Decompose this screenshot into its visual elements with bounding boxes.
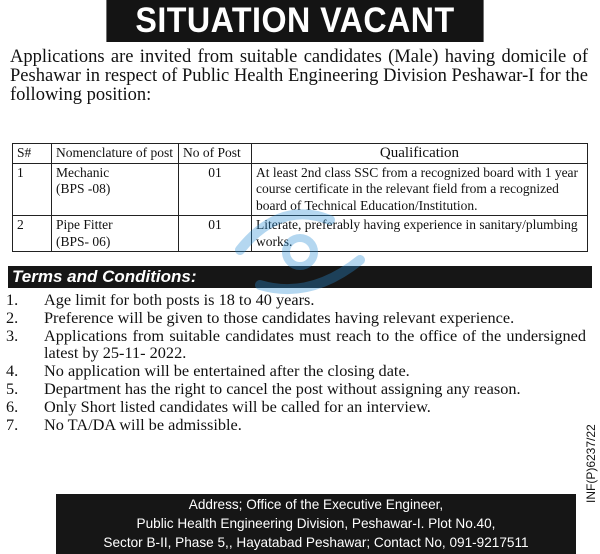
cell-post bbox=[52, 163, 179, 216]
post-bps: (BPS -08) bbox=[56, 181, 111, 196]
post-title: Pipe Fitter bbox=[56, 217, 113, 232]
page-title: SITUATION VACANT bbox=[106, 0, 483, 42]
address-line-1: Address; Office of the Executive Engineer, bbox=[188, 497, 444, 512]
term-text: Age limit for both posts is 18 to 40 years. bbox=[44, 290, 315, 309]
term-number: 6. bbox=[6, 396, 19, 416]
list-item bbox=[6, 396, 586, 416]
term-text: Only Short listed candidates will be called for an interview. bbox=[44, 396, 431, 416]
post-title: Mechanic bbox=[56, 164, 110, 180]
cell-no-of-post: 01 bbox=[179, 216, 252, 252]
term-text: No TA/DA will be admissible. bbox=[44, 414, 242, 434]
watermark-logo-icon bbox=[220, 190, 380, 310]
cell-sn: 2 bbox=[13, 216, 52, 252]
cell-no-of-post: 01 bbox=[179, 163, 252, 216]
address-footer bbox=[56, 494, 576, 554]
term-number: 2. bbox=[6, 308, 19, 327]
list-item bbox=[6, 414, 586, 434]
list-item bbox=[6, 328, 586, 361]
term-number: 5. bbox=[6, 378, 19, 398]
list-item bbox=[6, 360, 586, 380]
header-post: Nomenclature of post bbox=[52, 144, 179, 164]
term-number: 3. bbox=[6, 326, 19, 345]
term-number: 1. bbox=[6, 290, 19, 309]
header-sn: S# bbox=[13, 144, 52, 164]
cell-qualification: At least 2nd class SSC from a recognized board with 1 year course certificate in the relevant field from a recognized board of Technical Education/Institution. bbox=[252, 163, 588, 216]
cell-post bbox=[52, 216, 179, 252]
address-line-2: Public Health Engineering Division, Peshawar-I. Plot No.40, bbox=[136, 516, 496, 531]
table-header-row bbox=[13, 144, 588, 164]
cell-qualification: Literate, preferably having experience in sanitary/plumbing works. bbox=[252, 216, 588, 252]
cell-sn: 1 bbox=[13, 163, 52, 216]
header-no-of-post: No of Post bbox=[179, 144, 252, 164]
list-item bbox=[6, 310, 586, 327]
header-qualification: Qualification bbox=[252, 144, 588, 164]
reference-code: INF(P)6237/22 bbox=[584, 424, 598, 504]
term-text: No application will be entertained after the closing date. bbox=[44, 360, 410, 380]
post-bps: (BPS- 06) bbox=[56, 233, 111, 249]
term-number: 4. bbox=[6, 360, 19, 380]
term-text: Preference will be given to those candidates having relevant experience. bbox=[44, 308, 515, 327]
term-text: Applications from suitable candidates must reach to the office of the undersigned latest by 25-11- 2022. bbox=[44, 326, 586, 362]
list-item bbox=[6, 378, 586, 398]
address-line-3: Sector B-II, Phase 5,, Hayatabad Peshawar; Contact No, 091-9217511 bbox=[103, 535, 529, 550]
intro-paragraph: Applications are invited from suitable candidates (Male) having domicile of Peshawar in respect of Public Health Engineering Division Peshawar-I for the following position: bbox=[10, 47, 588, 105]
terms-heading: Terms and Conditions: bbox=[8, 266, 592, 288]
term-number: 7. bbox=[6, 414, 19, 434]
term-text: Department has the right to cancel the post without assigning any reason. bbox=[44, 378, 521, 398]
terms-list bbox=[6, 292, 586, 435]
